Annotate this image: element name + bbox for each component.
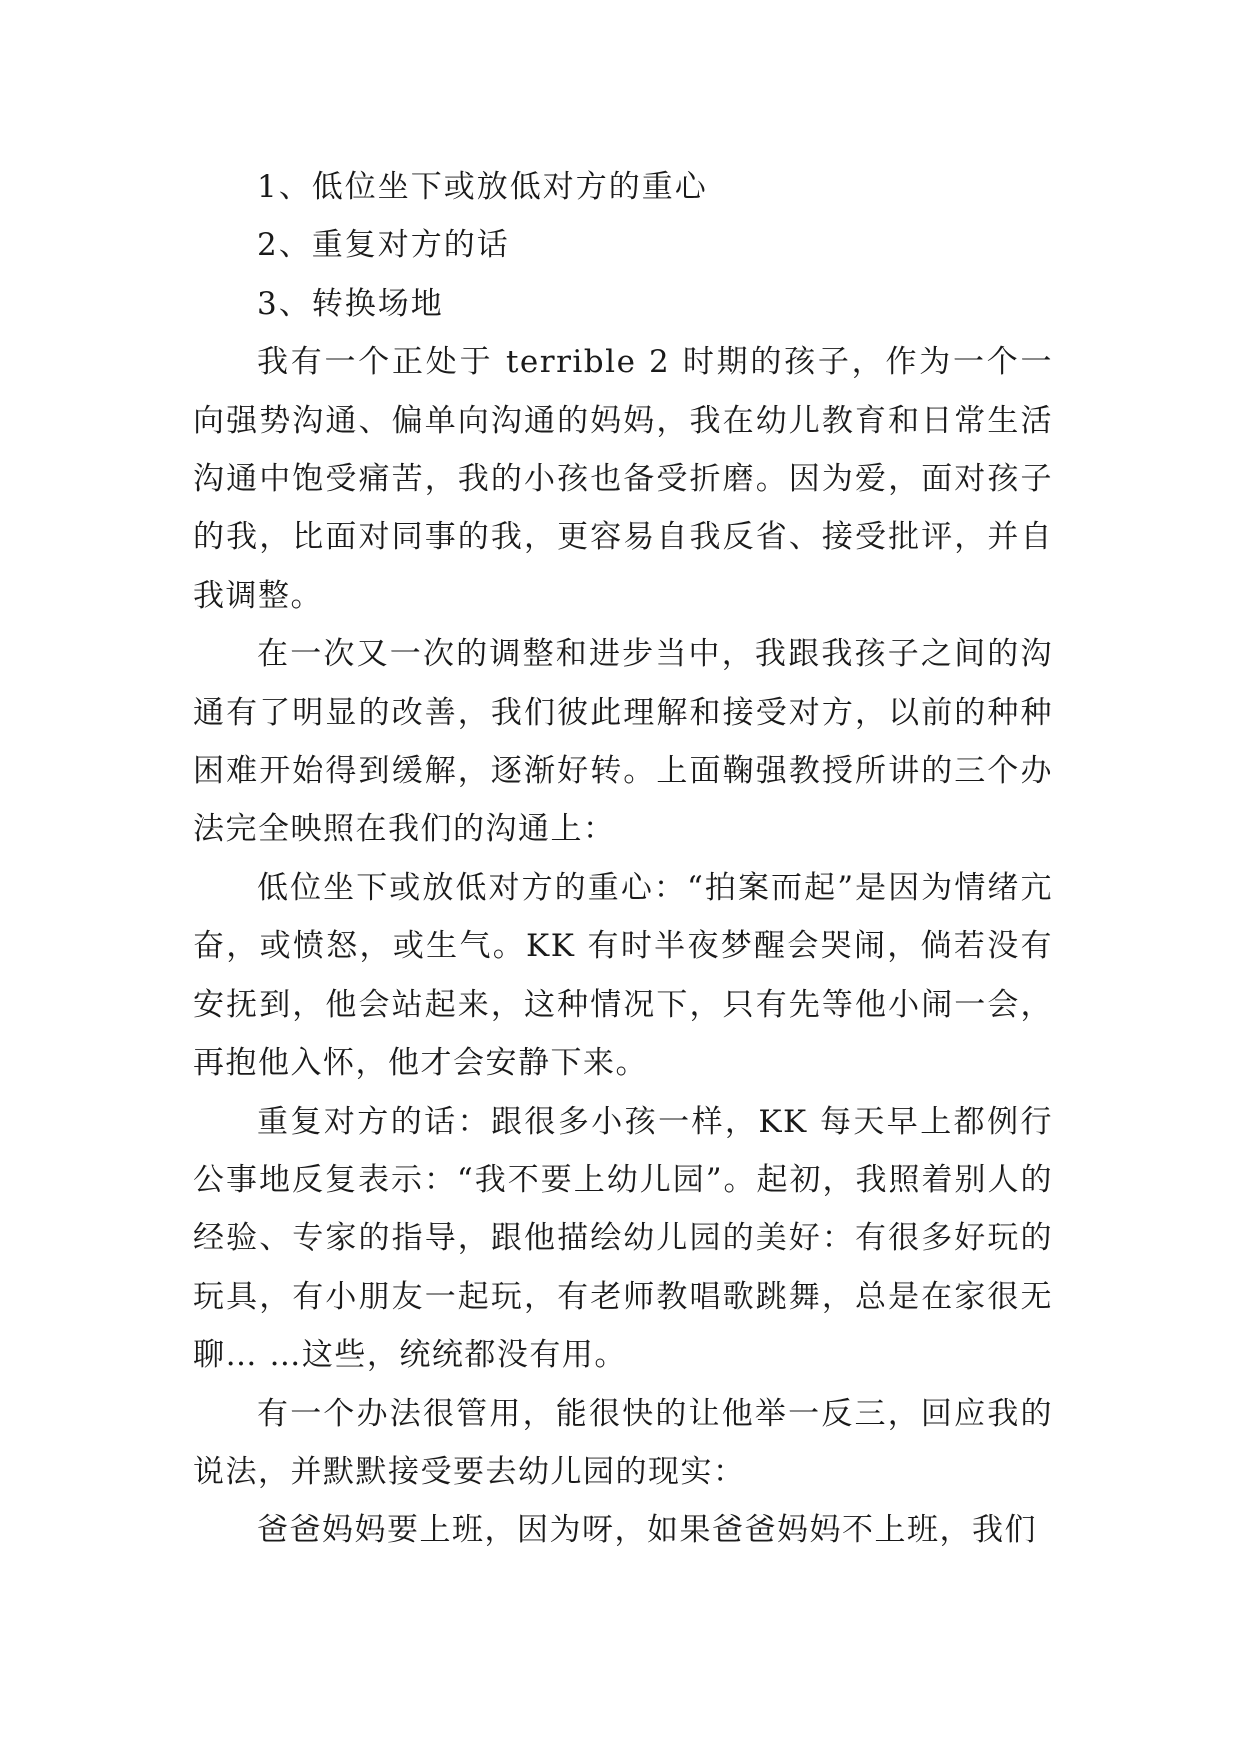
list-item-1: 1、低位坐下或放低对方的重心 bbox=[257, 169, 708, 205]
paragraph-intro: 我有一个正处于 terrible 2 时期的孩子，作为一个一向强势沟通、偏单向沟通的妈妈，我在幼儿教育和日常生活沟通中饱受痛苦，我的小孩也备受折磨。因为爱，面对孩子的我，比面对同事的我，更容易自我反省、接受批评，并自我调整。 bbox=[193, 344, 1053, 614]
paragraph-parents-work: 爸爸妈妈要上班，因为呀，如果爸爸妈妈不上班，我们 bbox=[257, 1512, 1037, 1549]
paragraph-repeat-words: 重复对方的话：跟很多小孩一样，KK 每天早上都例行公事地反复表示：“我不要上幼儿园”。起初，我照着别人的经验、专家的指导，跟他描绘幼儿园的美好：有很多好玩的玩具，有小朋友一起玩，有老师教唱歌跳舞，总是在家很无聊… …这些，统统都没有用。 bbox=[193, 1103, 1053, 1374]
list-item-2: 2、重复对方的话 bbox=[257, 227, 510, 264]
list-item-3: 3、转换场地 bbox=[257, 285, 444, 322]
document-body bbox=[193, 158, 1053, 1560]
paragraph-improvement: 在一次又一次的调整和进步当中，我跟我孩子之间的沟通有了明显的改善，我们彼此理解和接受对方，以前的种种困难开始得到缓解，逐渐好转。上面鞠强教授所讲的三个办法完全映照在我们的沟通上： bbox=[193, 636, 1053, 848]
paragraph-useful-method: 有一个办法很管用，能很快的让他举一反三，回应我的说法，并默默接受要去幼儿园的现实： bbox=[193, 1395, 1053, 1490]
paragraph-lower-center: 低位坐下或放低对方的重心：“拍案而起”是因为情绪亢奋，或愤怒，或生气。KK 有时半夜梦醒会哭闹，倘若没有安抚到，他会站起来，这种情况下，只有先等他小闹一会，再抱他入怀，他才会安静下来。 bbox=[193, 869, 1053, 1082]
